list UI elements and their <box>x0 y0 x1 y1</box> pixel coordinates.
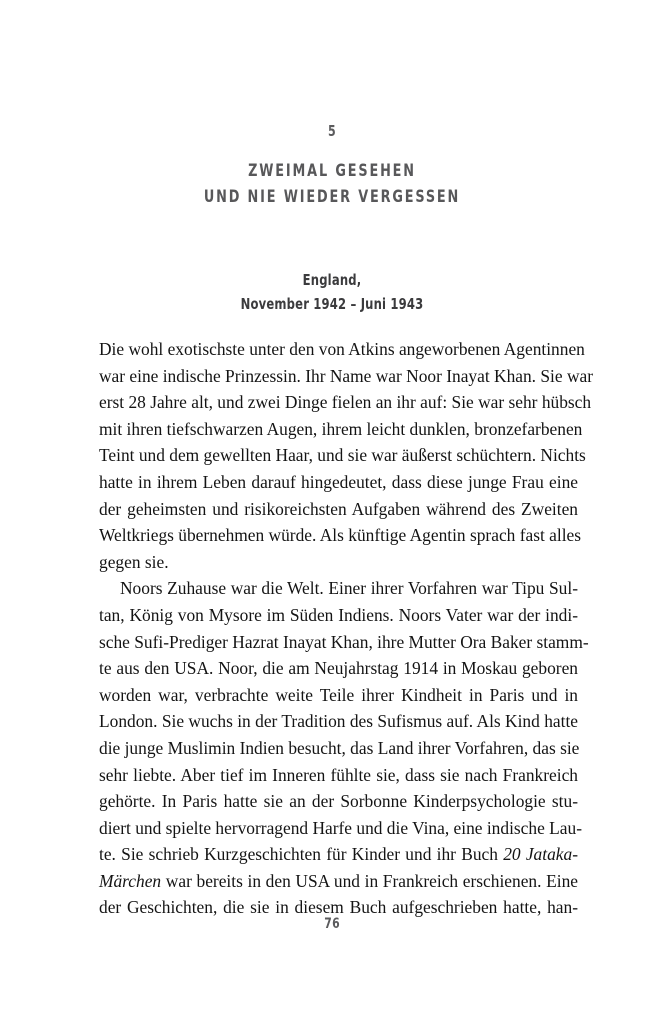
chapter-number: 5 <box>327 122 337 140</box>
text-line: erst 28 Jahre alt, und zwei Dinge fielen an ihr auf: Sie war sehr hübsch <box>99 392 592 413</box>
chapter-title <box>53 158 611 210</box>
text-line: der Geschichten, die sie in diesem Buch aufgeschrieben hatte, han- <box>99 897 578 918</box>
chapter-header <box>0 122 664 210</box>
paragraph-1 <box>99 336 594 575</box>
text-line: diert und spielte hervorragend Harfe und die Vina, eine indische Lau- <box>99 817 582 838</box>
paragraph-2 <box>99 575 589 921</box>
text-line-with-title <box>99 868 578 895</box>
text-line: sche Sufi-Prediger Hazrat Inayat Khan, ihre Mutter Ora Baker stamm- <box>99 631 589 652</box>
book-title-italic: Märchen <box>99 870 162 891</box>
chapter-title-line-2: UND NIE WIEDER VERGESSEN <box>203 187 461 207</box>
text-line: worden war, verbrachte weite Teile ihrer Kindheit in Paris und in <box>99 684 578 705</box>
text-segment: te. Sie schrieb Kurzgeschichten für Kinder und ihr Buch <box>99 844 504 865</box>
page-number-value: 76 <box>324 916 340 932</box>
text-segment: war bereits in den USA und in Frankreich erschienen. Eine <box>161 870 578 891</box>
text-line: tan, König von Mysore im Süden Indiens. Noors Vater war der indi- <box>99 604 578 625</box>
text-line: gegen sie. <box>99 551 169 572</box>
book-title-italic: 20 Jataka- <box>503 844 578 865</box>
text-line: die junge Muslimin Indien besucht, das Land ihrer Vorfahren, das sie <box>99 737 580 758</box>
chapter-dateline <box>0 268 664 316</box>
body-text <box>99 336 594 921</box>
text-line: te aus den USA. Noor, die am Neujahrstag 1914 in Moskau geboren <box>99 658 578 679</box>
text-line: Die wohl exotischste unter den von Atkins angeworbenen Agentinnen <box>99 339 585 359</box>
page-number <box>0 916 664 932</box>
dateline-place: England, <box>302 271 362 289</box>
text-line: mit ihren tiefschwarzen Augen, ihrem leicht dunklen, bronzefarbenen <box>99 418 583 439</box>
text-line: der geheimsten und risikoreichsten Aufgaben während des Zweiten <box>99 498 578 519</box>
text-line: Noors Zuhause war die Welt. Einer ihrer Vorfahren war Tipu Sul- <box>120 578 578 599</box>
chapter-title-line-1: ZWEIMAL GESEHEN <box>248 161 416 181</box>
text-line: London. Sie wuchs in der Tradition des Sufismus auf. Als Kind hatte <box>99 711 578 732</box>
text-line: war eine indische Prinzessin. Ihr Name war Noor Inayat Khan. Sie war <box>99 365 594 386</box>
text-line: gehörte. In Paris hatte sie an der Sorbonne Kinderpsychologie stu- <box>99 791 578 812</box>
text-line: hatte in ihrem Leben darauf hingedeutet, dass diese junge Frau eine <box>99 471 578 492</box>
text-line: Teint und dem gewellten Haar, und sie war äußerst schüchtern. Nichts <box>99 445 586 466</box>
text-line: sehr liebte. Aber tief im Inneren fühlte sie, dass sie nach Frankreich <box>99 764 578 785</box>
text-line-with-title <box>99 841 578 868</box>
text-line: Weltkriegs übernehmen würde. Als künftige Agentin sprach fast alles <box>99 525 582 546</box>
dateline-period: November 1942 – Juni 1943 <box>240 295 424 313</box>
